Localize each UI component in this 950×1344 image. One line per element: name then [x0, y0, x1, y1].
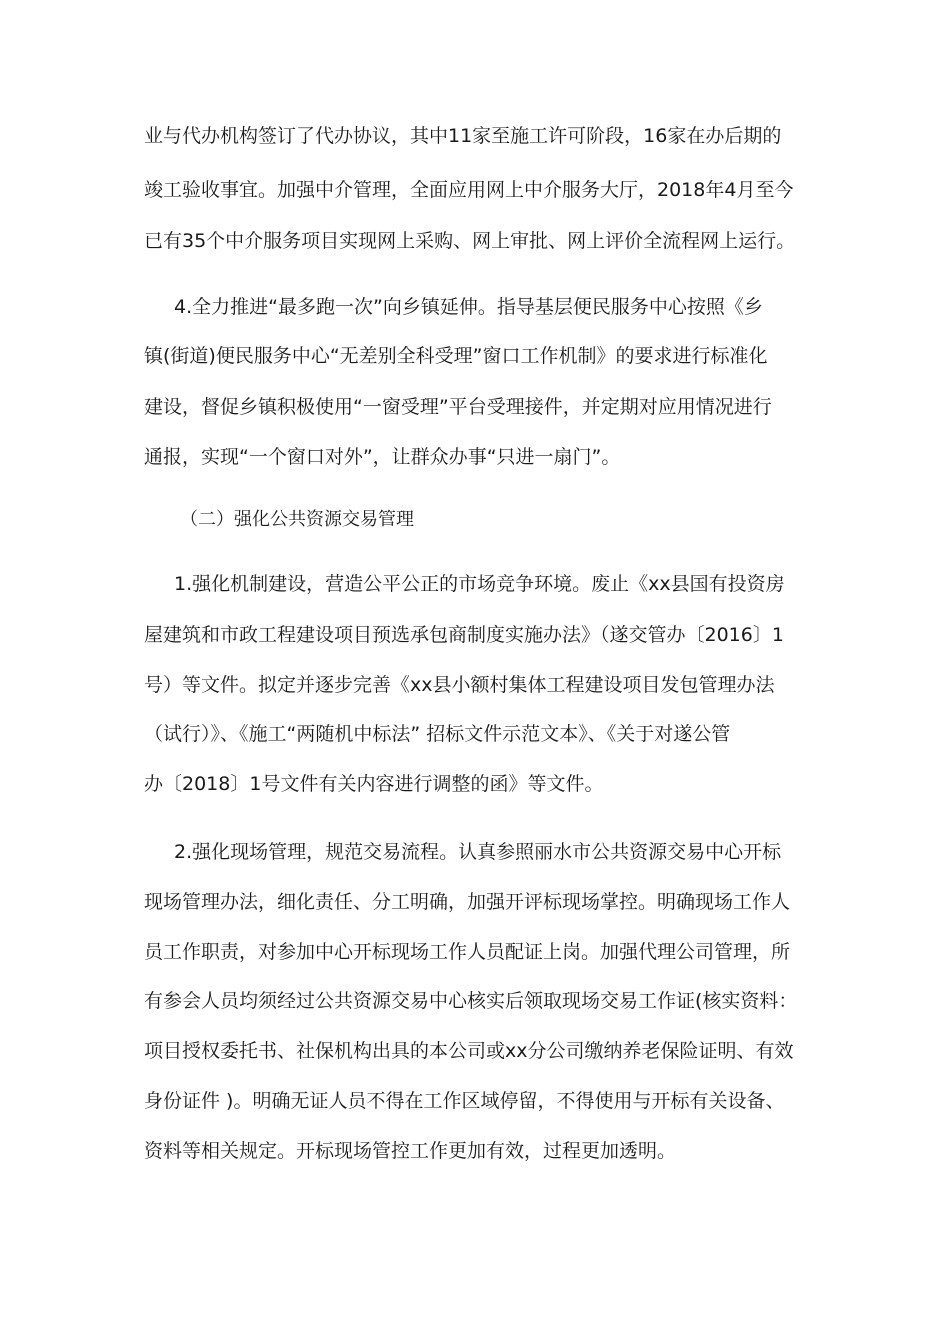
text-line: 项目授权委托书、社保机构出具的本公司或xx分公司缴纳养老保险证明、有效: [144, 1040, 794, 1062]
paragraph-start: 4.全力推进“最多跑一次”向乡镇延伸。指导基层便民服务中心按照《乡: [174, 296, 763, 318]
text-line: 资料等相关规定。开标现场管控工作更加有效，过程更加透明。: [144, 1140, 677, 1162]
text-line: 号）等文件。拟定并逐步完善《xx县小额村集体工程建设项目发包管理办法: [144, 674, 775, 696]
text-line: 现场管理办法，细化责任、分工明确，加强开评标现场掌控。明确现场工作人: [144, 891, 791, 913]
text-line: 屋建筑和市政工程建设项目预选承包商制度实施办法》（遂交管办〔2016〕1: [144, 624, 784, 646]
paragraph-start: 1.强化机制建设，营造公平公正的市场竞争环境。废止《xx县国有投资房: [174, 573, 785, 595]
text-line: 通报，实现“一个窗口对外”，让群众办事“只进一扇门”。: [144, 446, 621, 468]
text-line: 已有35个中介服务项目实现网上采购、网上审批、网上评价全流程网上运行。: [144, 230, 796, 252]
text-line: 业与代办机构签订了代办协议，其中11家至施工许可阶段，16家在办后期的: [144, 125, 782, 147]
paragraph-start: 2.强化现场管理，规范交易流程。认真参照丽水市公共资源交易中心开标: [174, 841, 782, 863]
text-line: 建设，督促乡镇积极使用“一窗受理”平台受理接件，并定期对应用情况进行: [144, 396, 772, 418]
text-line: （试行）》、《施工“两随机中标法” 招标文件示范文本》、《关于对遂公管: [144, 723, 731, 745]
text-line: 身份证件 )。明确无证人员不得在工作区域停留，不得使用与开标有关设备、: [144, 1090, 785, 1112]
section-heading: （二）强化公共资源交易管理: [180, 509, 414, 530]
text-line: 有参会人员均须经过公共资源交易中心核实后领取现场交易工作证(核实资料：: [144, 990, 798, 1012]
text-line: 镇(街道)便民服务中心“无差别全科受理”窗口工作机制》的要求进行标准化: [144, 345, 768, 367]
text-line: 竣工验收事宜。加强中介管理，全面应用网上中介服务大厅，2018年4月至今: [144, 179, 794, 201]
text-line: 员工作职责，对参加中心开标现场工作人员配证上岗。加强代理公司管理，所: [144, 941, 791, 963]
text-line: 办〔2018〕1号文件有关内容进行调整的函》等文件。: [144, 773, 604, 795]
